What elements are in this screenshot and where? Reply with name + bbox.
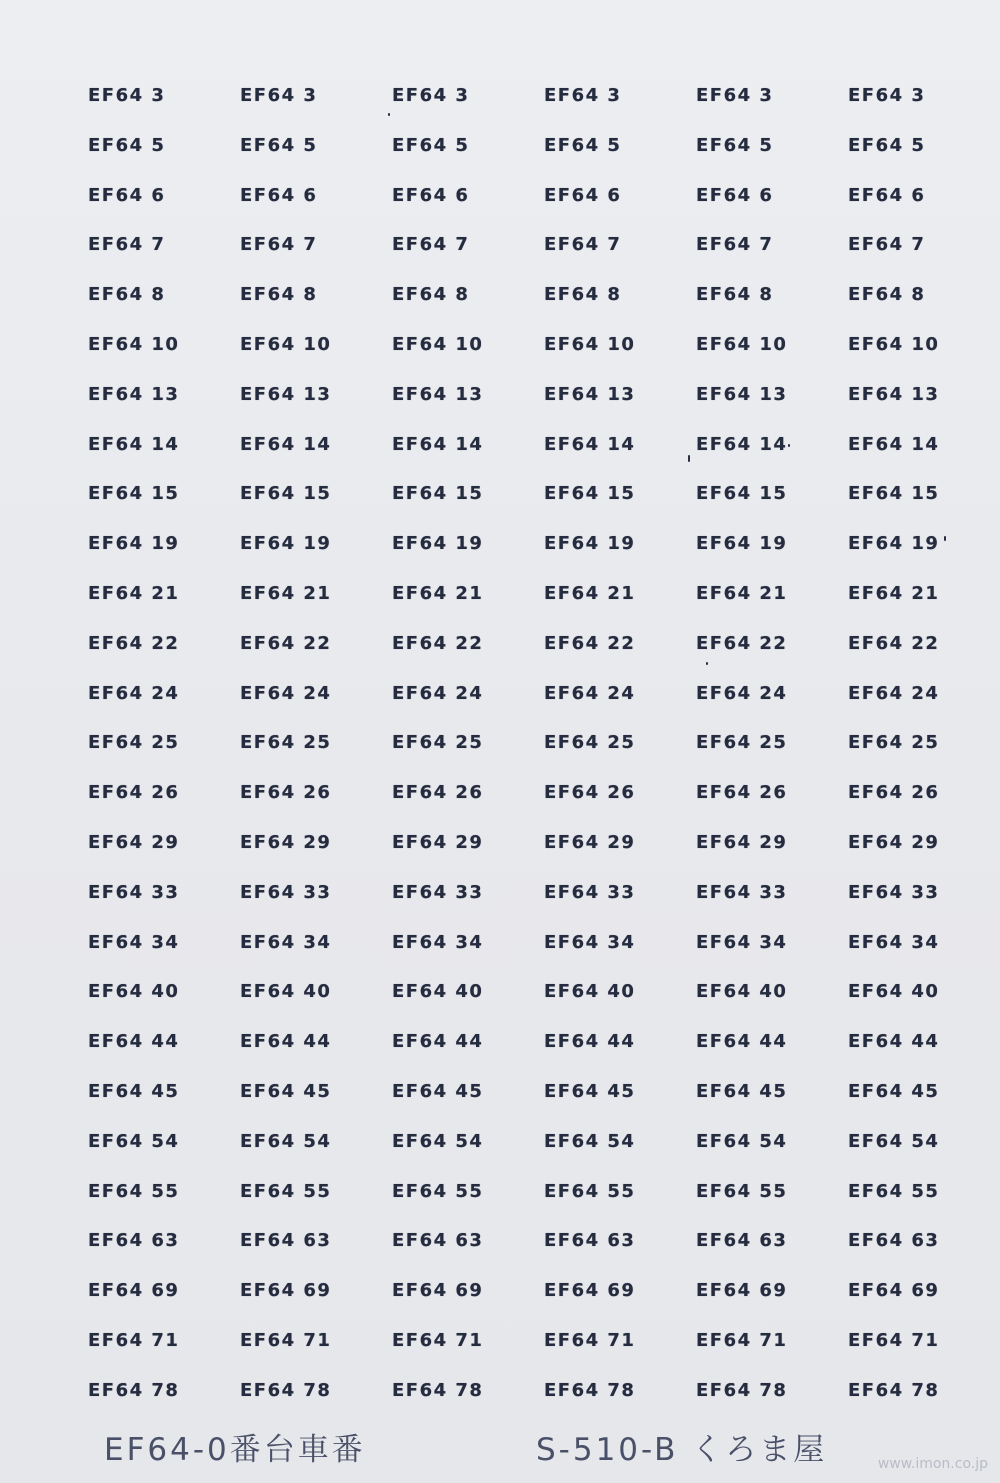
car-number-label: EF64 63 — [88, 1230, 180, 1252]
car-number-label: EF64 63 — [544, 1230, 636, 1252]
number-grid — [88, 84, 968, 1429]
dust-speck — [788, 444, 790, 447]
car-number-label: EF64 25 — [848, 732, 940, 754]
car-number-label: EF64 21 — [696, 582, 788, 604]
car-number-label: EF64 14 — [88, 433, 180, 455]
car-number-label: EF64 45 — [696, 1080, 788, 1102]
car-number-label: EF64 54 — [848, 1130, 940, 1152]
car-number-label: EF64 6 — [240, 184, 318, 206]
car-number-label: EF64 14 — [544, 433, 636, 455]
car-number-label: EF64 22 — [240, 632, 332, 654]
car-number-label: EF64 7 — [544, 234, 622, 256]
car-number-label: EF64 55 — [392, 1180, 484, 1202]
car-number-label: EF64 55 — [88, 1180, 180, 1202]
car-number-label: EF64 71 — [88, 1329, 180, 1351]
car-number-label: EF64 10 — [696, 333, 788, 355]
car-number-label: EF64 8 — [392, 284, 470, 306]
car-number-label: EF64 15 — [392, 483, 484, 505]
car-number-label: EF64 69 — [392, 1280, 484, 1302]
dust-speck — [688, 455, 690, 462]
car-number-label: EF64 13 — [392, 383, 484, 405]
car-number-label: EF64 44 — [696, 1031, 788, 1053]
car-number-label: EF64 40 — [696, 981, 788, 1003]
car-number-label: EF64 10 — [240, 333, 332, 355]
car-number-label: EF64 54 — [696, 1130, 788, 1152]
car-number-label: EF64 55 — [240, 1180, 332, 1202]
car-number-label: EF64 22 — [88, 632, 180, 654]
watermark: www.imon.co.jp — [877, 1456, 988, 1472]
car-number-label: EF64 71 — [544, 1329, 636, 1351]
car-number-label: EF64 5 — [848, 134, 926, 156]
car-number-label: EF64 40 — [88, 981, 180, 1003]
car-number-label: EF64 25 — [88, 732, 180, 754]
car-number-label: EF64 24 — [848, 682, 940, 704]
car-number-label: EF64 45 — [848, 1080, 940, 1102]
car-number-label: EF64 26 — [848, 782, 940, 804]
car-number-label: EF64 54 — [240, 1130, 332, 1152]
car-number-label: EF64 10 — [544, 333, 636, 355]
car-number-label: EF64 22 — [696, 632, 788, 654]
car-number-label: EF64 29 — [240, 831, 332, 853]
footer-title: EF64-0番台車番 — [104, 1432, 366, 1468]
car-number-label: EF64 71 — [848, 1329, 940, 1351]
car-number-label: EF64 29 — [848, 831, 940, 853]
dust-speck — [944, 536, 946, 541]
car-number-label: EF64 78 — [88, 1379, 180, 1401]
car-number-label: EF64 7 — [88, 234, 166, 256]
car-number-label: EF64 19 — [696, 533, 788, 555]
car-number-label: EF64 19 — [88, 533, 180, 555]
car-number-label: EF64 34 — [848, 931, 940, 953]
car-number-label: EF64 34 — [544, 931, 636, 953]
car-number-label: EF64 44 — [240, 1031, 332, 1053]
car-number-label: EF64 6 — [544, 184, 622, 206]
car-number-label: EF64 26 — [696, 782, 788, 804]
car-number-label: EF64 29 — [88, 831, 180, 853]
car-number-label: EF64 33 — [696, 881, 788, 903]
car-number-label: EF64 34 — [392, 931, 484, 953]
car-number-label: EF64 34 — [88, 931, 180, 953]
car-number-label: EF64 15 — [848, 483, 940, 505]
car-number-label: EF64 15 — [544, 483, 636, 505]
car-number-label: EF64 8 — [696, 284, 774, 306]
car-number-label: EF64 44 — [544, 1031, 636, 1053]
car-number-label: EF64 63 — [696, 1230, 788, 1252]
car-number-label: EF64 69 — [848, 1280, 940, 1302]
car-number-label: EF64 69 — [88, 1280, 180, 1302]
car-number-label: EF64 14 — [240, 433, 332, 455]
car-number-label: EF64 33 — [88, 881, 180, 903]
car-number-label: EF64 15 — [88, 483, 180, 505]
car-number-label: EF64 78 — [240, 1379, 332, 1401]
car-number-label: EF64 19 — [240, 533, 332, 555]
car-number-label: EF64 5 — [392, 134, 470, 156]
car-number-label: EF64 10 — [88, 333, 180, 355]
car-number-label: EF64 54 — [544, 1130, 636, 1152]
car-number-label: EF64 3 — [696, 85, 774, 106]
car-number-label: EF64 25 — [240, 732, 332, 754]
car-number-label: EF64 33 — [392, 881, 484, 903]
car-number-label: EF64 24 — [696, 682, 788, 704]
car-number-label: EF64 14 — [848, 433, 940, 455]
car-number-label: EF64 19 — [848, 533, 940, 555]
car-number-label: EF64 26 — [392, 782, 484, 804]
car-number-label: EF64 19 — [544, 533, 636, 555]
car-number-label: EF64 3 — [240, 85, 318, 106]
car-number-label: EF64 71 — [696, 1329, 788, 1351]
car-number-label: EF64 55 — [696, 1180, 788, 1202]
car-number-label: EF64 40 — [240, 981, 332, 1003]
car-number-label: EF64 15 — [696, 483, 788, 505]
car-number-label: EF64 14 — [696, 433, 788, 455]
car-number-label: EF64 21 — [88, 582, 180, 604]
car-number-label: EF64 45 — [544, 1080, 636, 1102]
car-number-label: EF64 13 — [88, 383, 180, 405]
car-number-label: EF64 3 — [848, 85, 926, 106]
car-number-label: EF64 5 — [88, 134, 166, 156]
car-number-label: EF64 33 — [240, 881, 332, 903]
car-number-label: EF64 24 — [88, 682, 180, 704]
car-number-label: EF64 24 — [240, 682, 332, 704]
car-number-label: EF64 8 — [848, 284, 926, 306]
car-number-label: EF64 63 — [392, 1230, 484, 1252]
car-number-label: EF64 8 — [240, 284, 318, 306]
car-number-label: EF64 10 — [848, 333, 940, 355]
car-number-label: EF64 5 — [240, 134, 318, 156]
car-number-label: EF64 29 — [392, 831, 484, 853]
car-number-label: EF64 78 — [696, 1379, 788, 1401]
car-number-label: EF64 6 — [88, 184, 166, 206]
car-number-label: EF64 71 — [240, 1329, 332, 1351]
car-number-label: EF64 44 — [848, 1031, 940, 1053]
car-number-label: EF64 26 — [544, 782, 636, 804]
car-number-label: EF64 55 — [848, 1180, 940, 1202]
car-number-label: EF64 22 — [392, 632, 484, 654]
car-number-label: EF64 7 — [848, 234, 926, 256]
car-number-label: EF64 34 — [696, 931, 788, 953]
car-number-label: EF64 40 — [544, 981, 636, 1003]
dust-speck — [388, 113, 390, 116]
car-number-label: EF64 21 — [848, 582, 940, 604]
car-number-label: EF64 21 — [240, 582, 332, 604]
car-number-label: EF64 63 — [848, 1230, 940, 1252]
car-number-label: EF64 34 — [240, 931, 332, 953]
car-number-label: EF64 15 — [240, 483, 332, 505]
car-number-label: EF64 13 — [848, 383, 940, 405]
car-number-label: EF64 33 — [848, 881, 940, 903]
car-number-label: EF64 24 — [392, 682, 484, 704]
car-number-label: EF64 6 — [848, 184, 926, 206]
car-number-label: EF64 6 — [392, 184, 470, 206]
car-number-label: EF64 21 — [544, 582, 636, 604]
car-number-label: EF64 55 — [544, 1180, 636, 1202]
car-number-label: EF64 10 — [392, 333, 484, 355]
car-number-label: EF64 8 — [544, 284, 622, 306]
car-number-label: EF64 78 — [392, 1379, 484, 1401]
car-number-label: EF64 13 — [240, 383, 332, 405]
car-number-label: EF64 44 — [88, 1031, 180, 1053]
car-number-label: EF64 33 — [544, 881, 636, 903]
car-number-label: EF64 25 — [392, 732, 484, 754]
car-number-label: EF64 5 — [544, 134, 622, 156]
car-number-label: EF64 8 — [88, 284, 166, 306]
car-number-label: EF64 24 — [544, 682, 636, 704]
car-number-label: EF64 26 — [88, 782, 180, 804]
car-number-label: EF64 25 — [696, 732, 788, 754]
car-number-label: EF64 69 — [696, 1280, 788, 1302]
car-number-label: EF64 3 — [88, 85, 166, 106]
car-number-label: EF64 14 — [392, 433, 484, 455]
car-number-label: EF64 69 — [544, 1280, 636, 1302]
car-number-label: EF64 40 — [848, 981, 940, 1003]
car-number-label: EF64 69 — [240, 1280, 332, 1302]
car-number-label: EF64 22 — [544, 632, 636, 654]
car-number-label: EF64 25 — [544, 732, 636, 754]
car-number-label: EF64 40 — [392, 981, 484, 1003]
car-number-label: EF64 3 — [544, 85, 622, 106]
car-number-label: EF64 13 — [544, 383, 636, 405]
car-number-label: EF64 26 — [240, 782, 332, 804]
car-number-label: EF64 7 — [240, 234, 318, 256]
car-number-label: EF64 78 — [544, 1379, 636, 1401]
car-number-label: EF64 7 — [696, 234, 774, 256]
car-number-label: EF64 44 — [392, 1031, 484, 1053]
car-number-label: EF64 6 — [696, 184, 774, 206]
car-number-label: EF64 21 — [392, 582, 484, 604]
car-number-label: EF64 13 — [696, 383, 788, 405]
car-number-label: EF64 5 — [696, 134, 774, 156]
car-number-label: EF64 19 — [392, 533, 484, 555]
car-number-label: EF64 7 — [392, 234, 470, 256]
car-number-label: EF64 45 — [88, 1080, 180, 1102]
car-number-label: EF64 54 — [392, 1130, 484, 1152]
car-number-label: EF64 71 — [392, 1329, 484, 1351]
footer-product-code: S-510-B くろま屋 — [536, 1432, 828, 1468]
car-number-label: EF64 63 — [240, 1230, 332, 1252]
car-number-label: EF64 78 — [848, 1379, 940, 1401]
dust-speck — [706, 662, 708, 665]
car-number-label: EF64 29 — [544, 831, 636, 853]
car-number-label: EF64 3 — [392, 85, 470, 106]
car-number-label: EF64 45 — [240, 1080, 332, 1102]
car-number-label: EF64 45 — [392, 1080, 484, 1102]
car-number-label: EF64 22 — [848, 632, 940, 654]
car-number-label: EF64 54 — [88, 1130, 180, 1152]
car-number-label: EF64 29 — [696, 831, 788, 853]
